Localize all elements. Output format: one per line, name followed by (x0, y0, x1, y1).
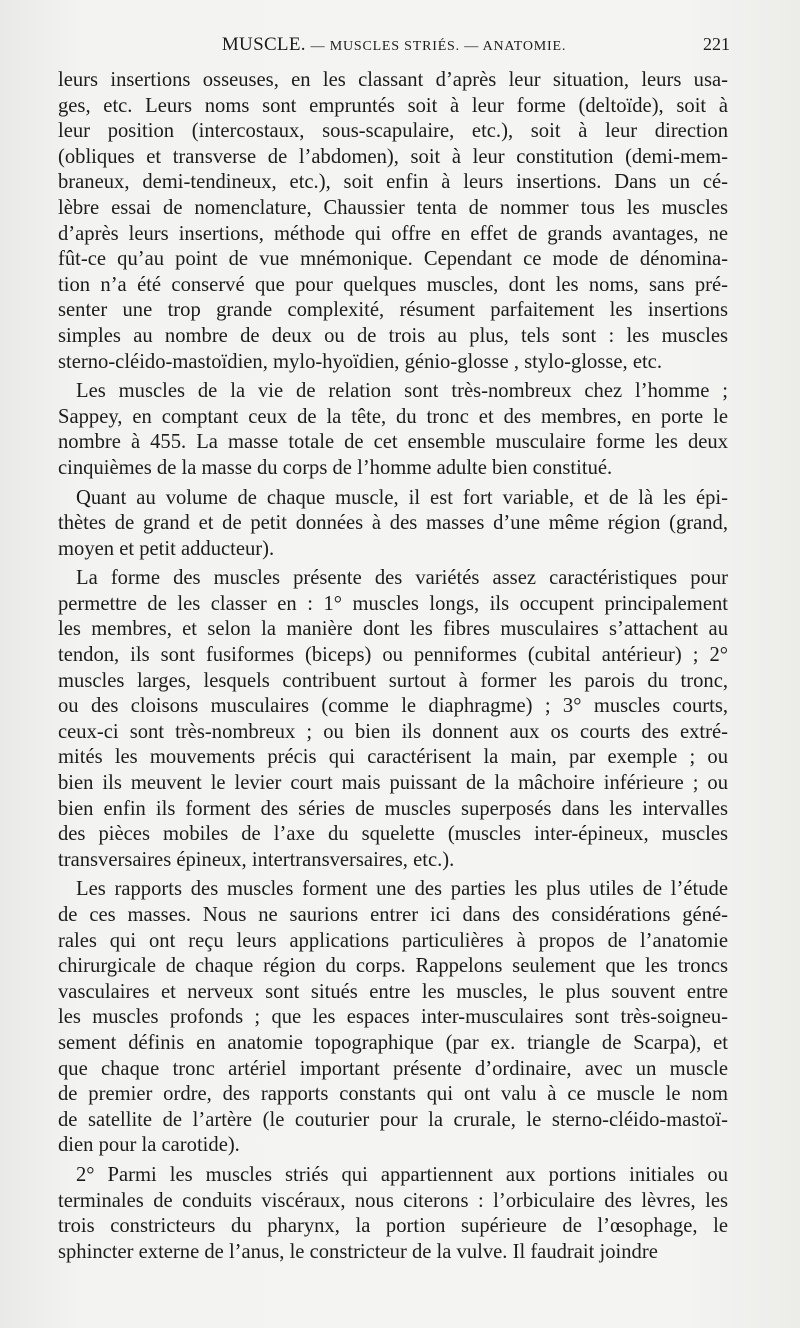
text-line: vasculaires et nerveux sont situés entre les muscles, le plus souvent entre (58, 980, 728, 1003)
text-line: les muscles profonds ; que les espaces inter-musculaires sont très-soigneu- (58, 1006, 728, 1029)
text-line: chirurgicale de chaque région du corps. Rappelons seulement que les troncs (58, 955, 728, 978)
text-line: simples au nombre de deux ou de trois au plus, tels sont : les muscles (58, 324, 728, 347)
text-line: senter une trop grande complexité, résument parfaitement les insertions (58, 299, 728, 322)
text-line: de satellite de l’artère (le couturier pour la crurale, le sterno-cléido-mastoï- (58, 1108, 728, 1131)
text-line: tion n’a été conservé que pour quelques muscles, dont les noms, sans pré- (58, 273, 728, 296)
text-line: bien enfin ils forment des séries de muscles superposés dans les intervalles (58, 797, 728, 820)
text-line: bien ils meuvent le levier court mais puissant de la mâchoire inférieure ; ou (58, 772, 728, 795)
text-line: transversaires épineux, intertransversaires, etc.). (58, 848, 455, 871)
text-line: mités les mouvements précis qui caractérisent la main, par exemple ; ou (58, 746, 728, 769)
text-line: des pièces mobiles de l’axe du squelette (muscles inter-épineux, muscles (58, 823, 728, 846)
text-line: thètes de grand et de petit données à des masses d’une même région (grand, (58, 512, 728, 535)
text-line: leur position (intercostaux, sous-scapulaire, etc.), soit à leur direction (58, 120, 728, 143)
text-line: trois constricteurs du pharynx, la portion supérieure de l’œsophage, le (58, 1215, 728, 1238)
text-line: nombre à 455. La masse totale de cet ensemble musculaire forme les deux (58, 431, 728, 454)
text-line: lèbre essai de nomenclature, Chaussier tenta de nommer tous les muscles (58, 196, 728, 219)
text-line: moyen et petit adducteur). (58, 537, 275, 560)
text-line: ges, etc. Leurs noms sont empruntés soit à leur forme (deltoïde), soit à (58, 94, 728, 117)
paragraph (58, 566, 728, 873)
text-line: braneux, demi-tendineux, etc.), soit enfin à leurs insertions. Dans un cé- (58, 171, 728, 194)
paragraph (58, 486, 728, 563)
text-line: (obliques et transverse de l’abdomen), soit à leur constitution (demi-mem- (58, 145, 728, 168)
text-line: sphincter externe de l’anus, le constricteur de la vulve. Il faudrait joindre (58, 1240, 658, 1263)
page-header (58, 34, 730, 62)
text-line: sterno-cléido-mastoïdien, mylo-hyoïdien, génio-glosse , stylo-glosse, etc. (58, 350, 662, 373)
text-line: Quant au volume de chaque muscle, il est fort variable, et de là les épi- (76, 486, 728, 509)
text-line: que chaque tronc artériel important présente d’ordinaire, avec un muscle (58, 1057, 728, 1080)
paragraph (58, 68, 728, 375)
text-line: fût-ce qu’au point de vue mnémonique. Cependant ce mode de dénomina- (58, 248, 728, 271)
text-line: leurs insertions osseuses, en les classant d’après leur situation, leurs usa- (58, 69, 728, 91)
text-line: permettre de les classer en : 1° muscles longs, ils occupent principalement (58, 592, 728, 615)
text-line: Les rapports des muscles forment une des parties les plus utiles de l’étude (76, 878, 728, 901)
text-line: cinquièmes de la masse du corps de l’homme adulte bien constitué. (58, 456, 613, 479)
text-line: rales qui ont reçu leurs applications particulières à propos de l’anatomie (58, 929, 728, 952)
body-text (58, 68, 728, 1269)
text-line: dien pour la carotide). (58, 1134, 240, 1157)
text-line: de ces masses. Nous ne saurions entrer ici dans des considérations géné- (58, 904, 728, 926)
text-line: 2° Parmi les muscles striés qui appartiennent aux portions initiales ou (76, 1163, 728, 1186)
text-line: terminales de conduits viscéraux, nous citerons : l’orbiculaire des lèvres, les (58, 1189, 728, 1212)
text-line: sement définis en anatomie topographique (par ex. triangle de Scarpa), et (58, 1031, 728, 1054)
page-number: 221 (703, 34, 730, 54)
text-line: Sappey, en comptant ceux de la tête, du tronc et des membres, en porte le (58, 405, 728, 428)
text-line: muscles larges, lesquels contribuent surtout à former les parois du tronc, (58, 669, 728, 692)
text-line: les membres, et selon la manière dont les fibres musculaires s’attachent au (58, 618, 728, 641)
text-line: de premier ordre, des rapports constants qui ont valu à ce muscle le nom (58, 1083, 728, 1106)
text-line: tendon, ils sont fusiformes (biceps) ou penniformes (cubital antérieur) ; 2° (58, 644, 728, 667)
text-line: Les muscles de la vie de relation sont très-nombreux chez l’homme ; (76, 380, 728, 403)
running-title-main: MUSCLE. (221, 34, 306, 55)
paragraph (58, 379, 728, 481)
text-line: ou des cloisons musculaires (comme le diaphragme) ; 3° muscles courts, (58, 695, 728, 718)
text-line: La forme des muscles présente des variétés assez caractéristiques pour (76, 567, 728, 590)
paragraph (58, 1163, 728, 1265)
running-title (58, 34, 730, 56)
paragraph (58, 877, 728, 1159)
text-line: d’après leurs insertions, méthode qui offre en effet de grands avantages, ne (58, 222, 728, 245)
text-line: ceux-ci sont très-nombreux ; ou bien ils donnent aux os courts des extré- (58, 720, 728, 743)
running-title-sub: — MUSCLES STRIÉS. — ANATOMIE. (310, 39, 567, 54)
